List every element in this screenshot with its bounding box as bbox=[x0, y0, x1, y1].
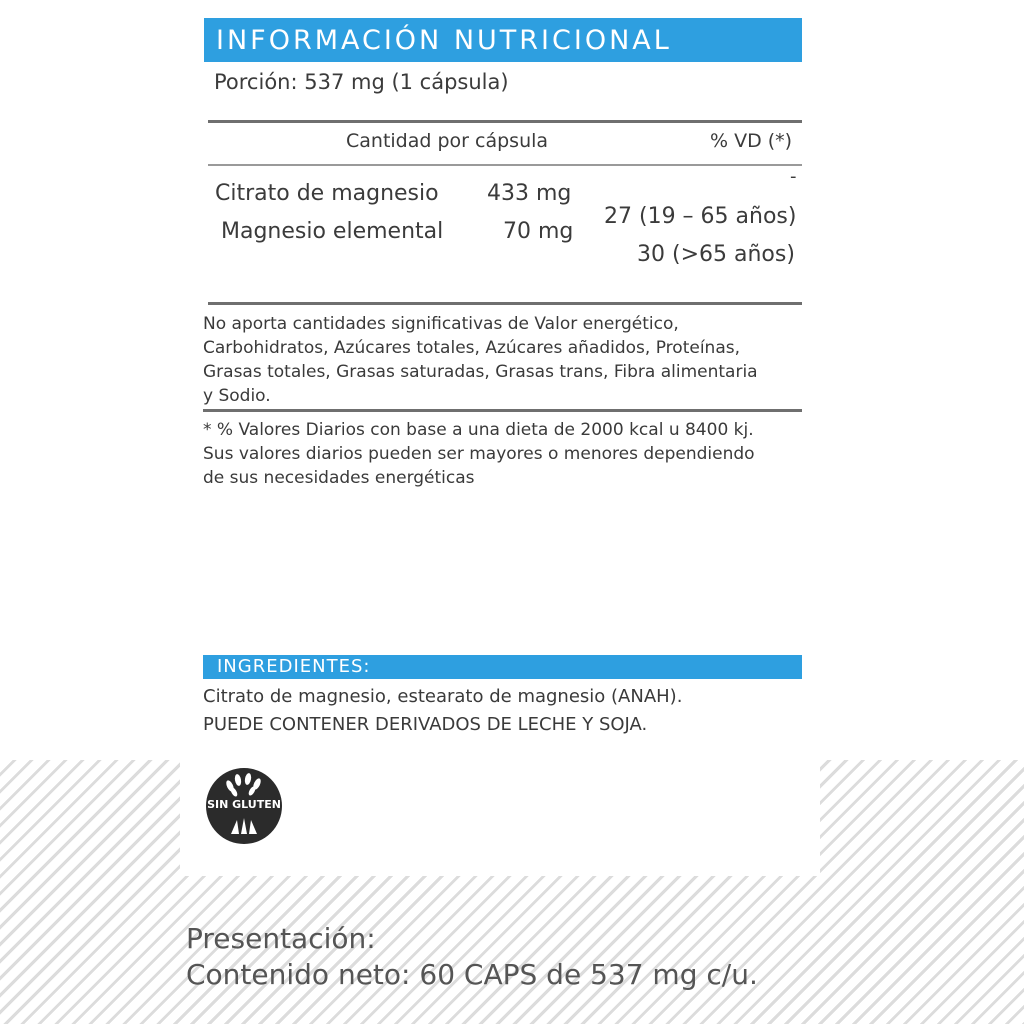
table-header-rule bbox=[208, 164, 802, 166]
title-bar bbox=[204, 18, 802, 62]
presentation-content: Contenido neto: 60 CAPS de 537 mg c/u. bbox=[186, 958, 758, 991]
table-bottom-rule bbox=[208, 302, 802, 305]
note-line: Carbohidratos, Azúcares totales, Azúcares añadidos, Proteínas, bbox=[203, 338, 740, 358]
footnote-line: Sus valores diarios pueden ser mayores o menores dependiendo bbox=[203, 444, 755, 464]
row-vd-citrato: - bbox=[790, 166, 797, 187]
row-name-citrato: Citrato de magnesio bbox=[215, 181, 439, 206]
footnote bbox=[203, 418, 755, 490]
col-vd-header: % VD (*) bbox=[710, 130, 793, 152]
note-line: Grasas totales, Grasas saturadas, Grasas trans, Fibra alimentaria bbox=[203, 362, 758, 382]
ingredients-bar bbox=[203, 655, 802, 679]
ingredients-line-2: PUEDE CONTENER DERIVADOS DE LECHE Y SOJA. bbox=[203, 714, 648, 735]
badge-label: SIN GLUTEN bbox=[207, 798, 281, 811]
row-amount-citrato: 433 mg bbox=[487, 181, 572, 206]
ingredients-line-1: Citrato de magnesio, estearato de magnesio (ANAH). bbox=[203, 686, 683, 707]
note-line: y Sodio. bbox=[203, 386, 271, 406]
row-vd-magnesio: 27 (19 – 65 años) bbox=[604, 204, 797, 229]
ingredients-title: INGREDIENTES: bbox=[217, 656, 371, 677]
note-no-aporta bbox=[203, 312, 758, 408]
table-top-rule bbox=[208, 120, 802, 123]
footnote-line: * % Valores Diarios con base a una dieta de 2000 kcal u 8400 kj. bbox=[203, 420, 754, 440]
row-amount-magnesio: 70 mg bbox=[503, 219, 574, 244]
row-vd-magnesio-senior: 30 (>65 años) bbox=[637, 242, 795, 267]
note-line: No aporta cantidades significativas de Valor energético, bbox=[203, 314, 679, 334]
col-quantity-header: Cantidad por cápsula bbox=[346, 130, 549, 152]
sin-gluten-badge bbox=[204, 766, 284, 846]
notes-rule bbox=[203, 409, 802, 412]
row-name-magnesio: Magnesio elemental bbox=[221, 219, 444, 244]
portion-text: Porción: 537 mg (1 cápsula) bbox=[214, 70, 509, 94]
page-title: INFORMACIÓN NUTRICIONAL bbox=[216, 25, 672, 56]
presentation-title: Presentación: bbox=[186, 922, 376, 955]
footnote-line: de sus necesidades energéticas bbox=[203, 468, 475, 488]
